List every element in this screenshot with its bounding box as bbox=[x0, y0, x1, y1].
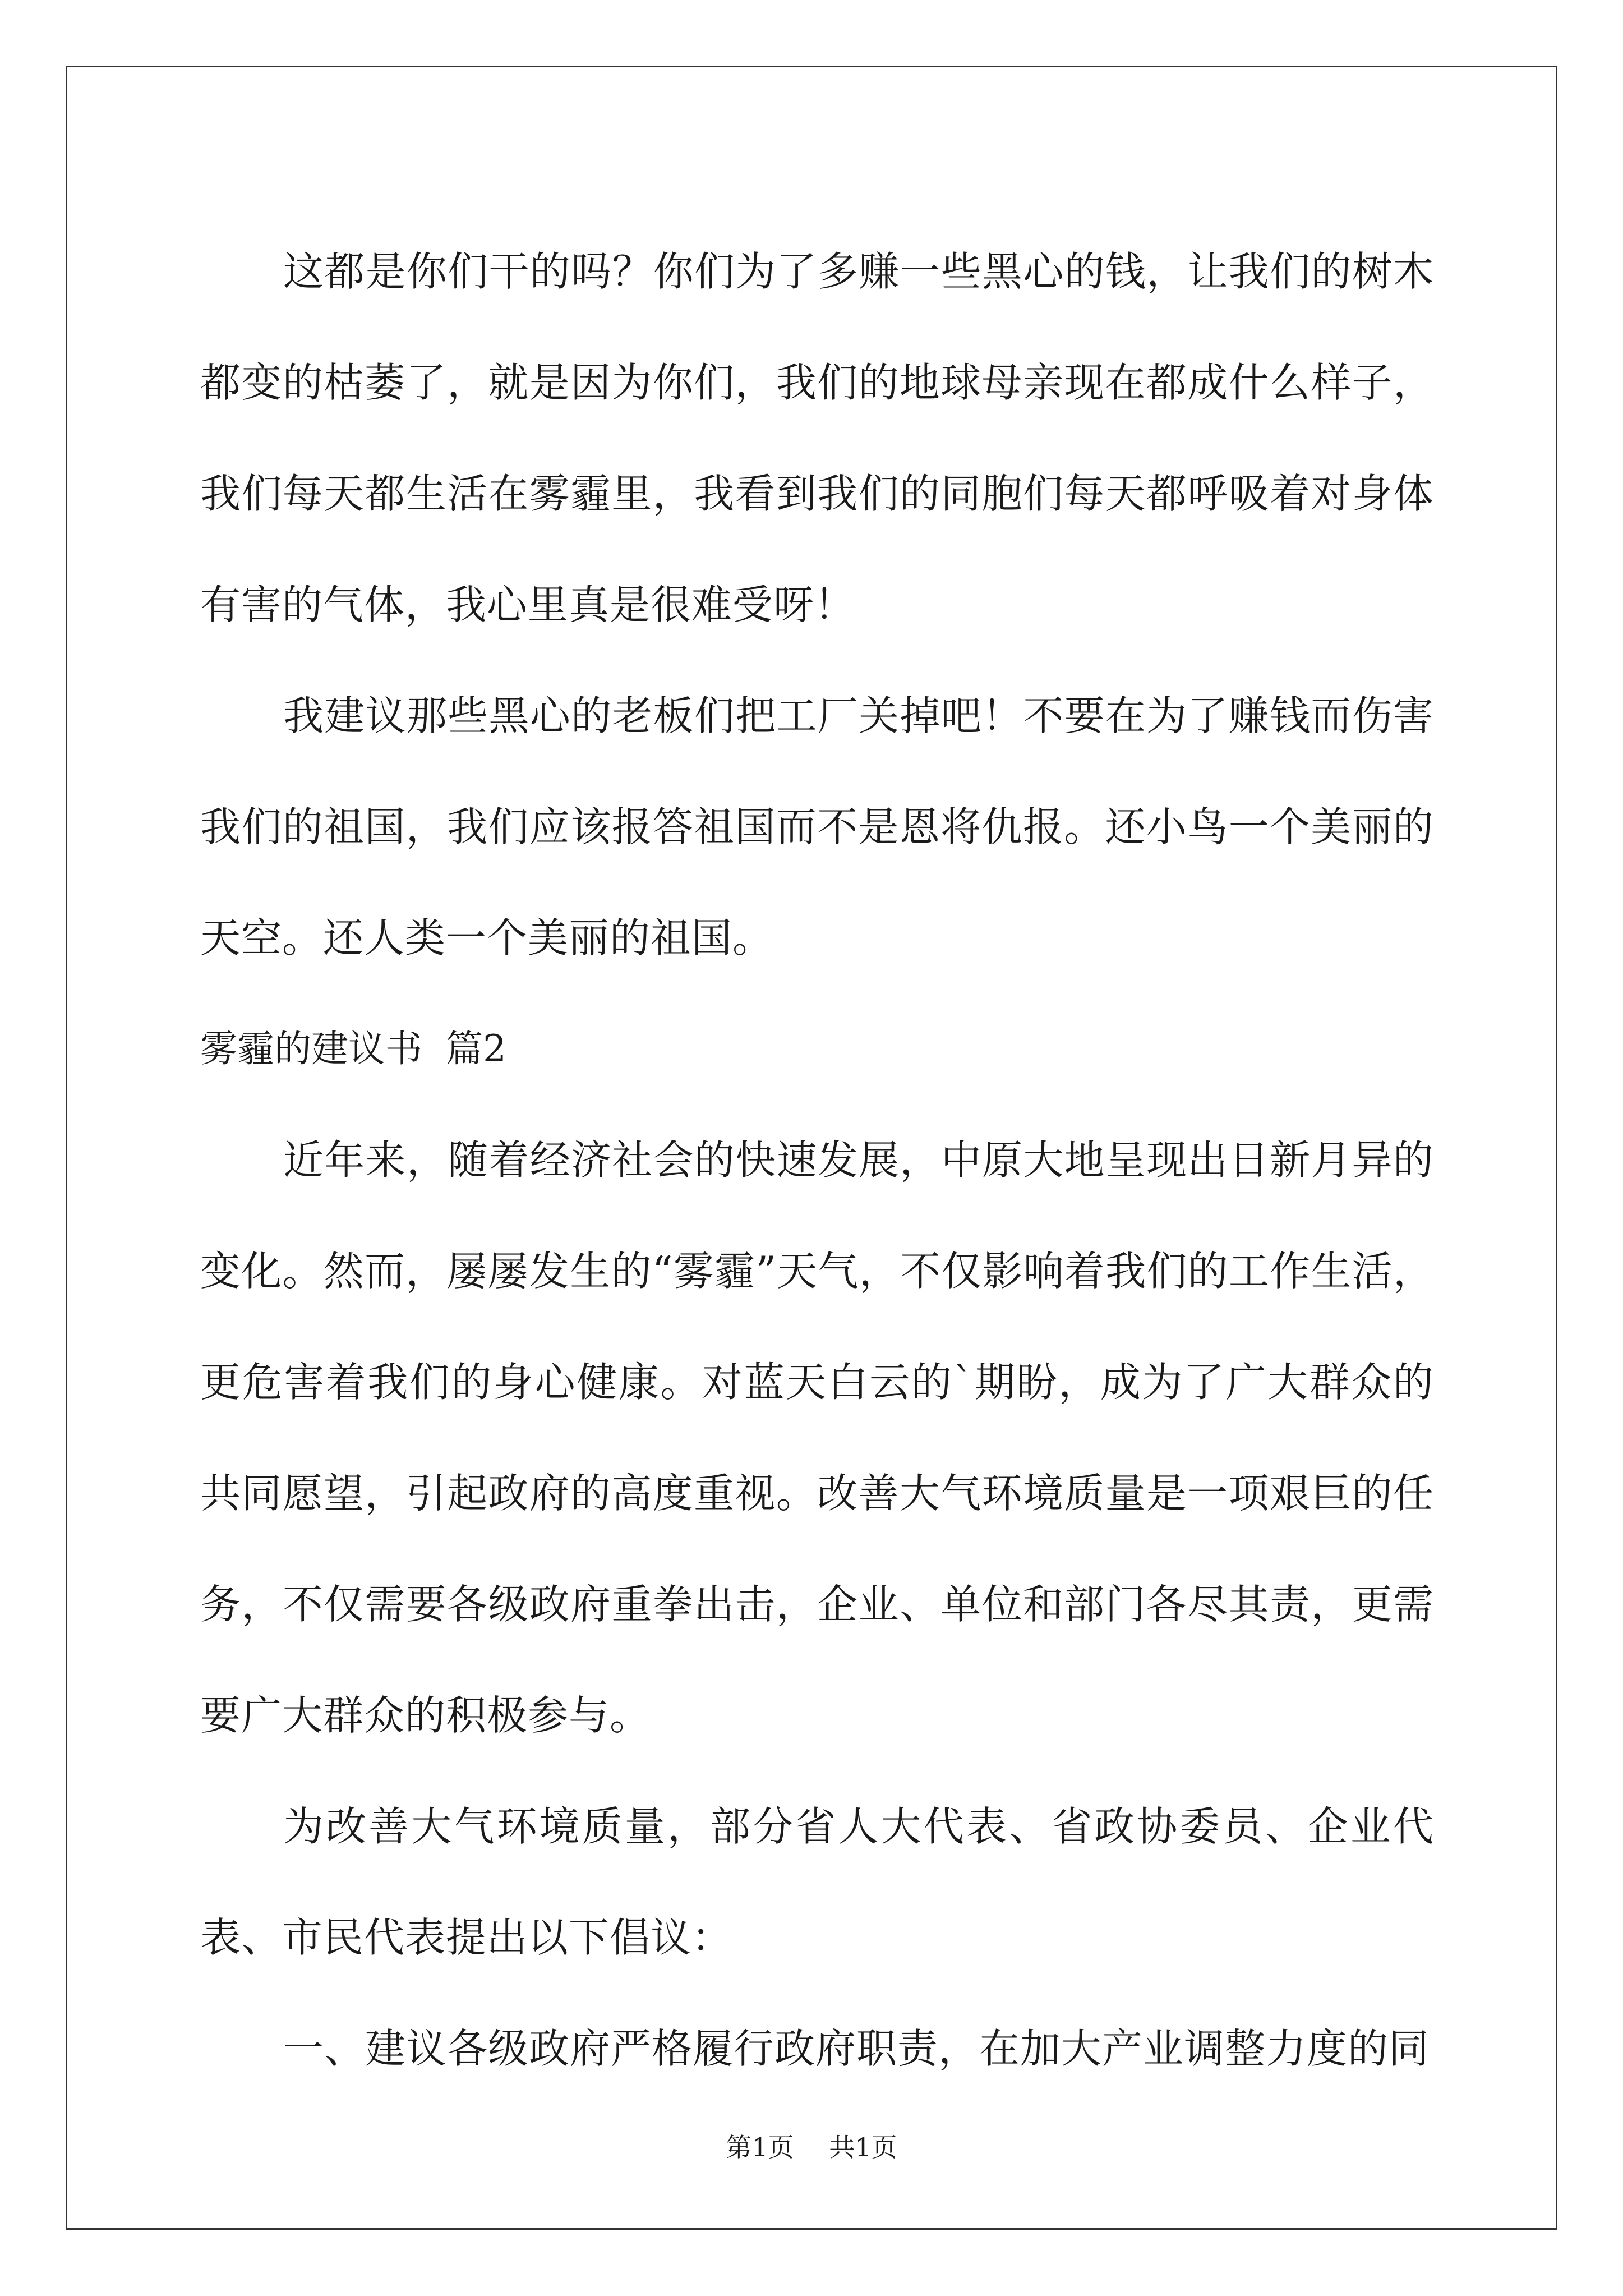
paragraph-5: 一、建议各级政府严格履行政府职责，在加大产业调整力度的同 bbox=[283, 2025, 1430, 2072]
section-heading: 雾霾的建议书 篇2 bbox=[200, 1027, 506, 1070]
paragraph-2: 我建议那些黑心的老板们把工厂关掉吧！不要在为了赚钱而伤害我们的祖国，我们应该报答祖国而不是恩将仇报。还小鸟一个美丽的天空。还人类一个美丽的祖国。 bbox=[200, 692, 1434, 961]
page-total: 共1页 bbox=[829, 2132, 897, 2162]
paragraph-1: 这都是你们干的吗？你们为了多赚一些黑心的钱，让我们的树木都变的枯萎了，就是因为你们，我们的地球母亲现在都成什么样子，我们每天都生活在雾霾里，我看到我们的同胞们每天都呼吸着对身体有害的气体，我心里真是很难受呀！ bbox=[200, 248, 1434, 628]
page-footer bbox=[0, 2131, 1623, 2164]
paragraph-3: 近年来，随着经济社会的快速发展，中原大地呈现出日新月异的变化。然而，屡屡发生的“雾霾”天气，不仅影响着我们的工作生活，更危害着我们的身心健康。对蓝天白云的`期盼，成为了广大群众的共同愿望，引起政府的高度重视。改善大气环境质量是一项艰巨的任务，不仅需要各级政府重拳出击，企业、单位和部门各尽其责，更需要广大群众的积极参与。 bbox=[200, 1137, 1434, 1739]
paragraph-4: 为改善大气环境质量，部分省人大代表、省政协委员、企业代表、市民代表提出以下倡议： bbox=[200, 1803, 1434, 1961]
page-number: 第1页 bbox=[726, 2132, 794, 2162]
document-body bbox=[200, 216, 1434, 2104]
